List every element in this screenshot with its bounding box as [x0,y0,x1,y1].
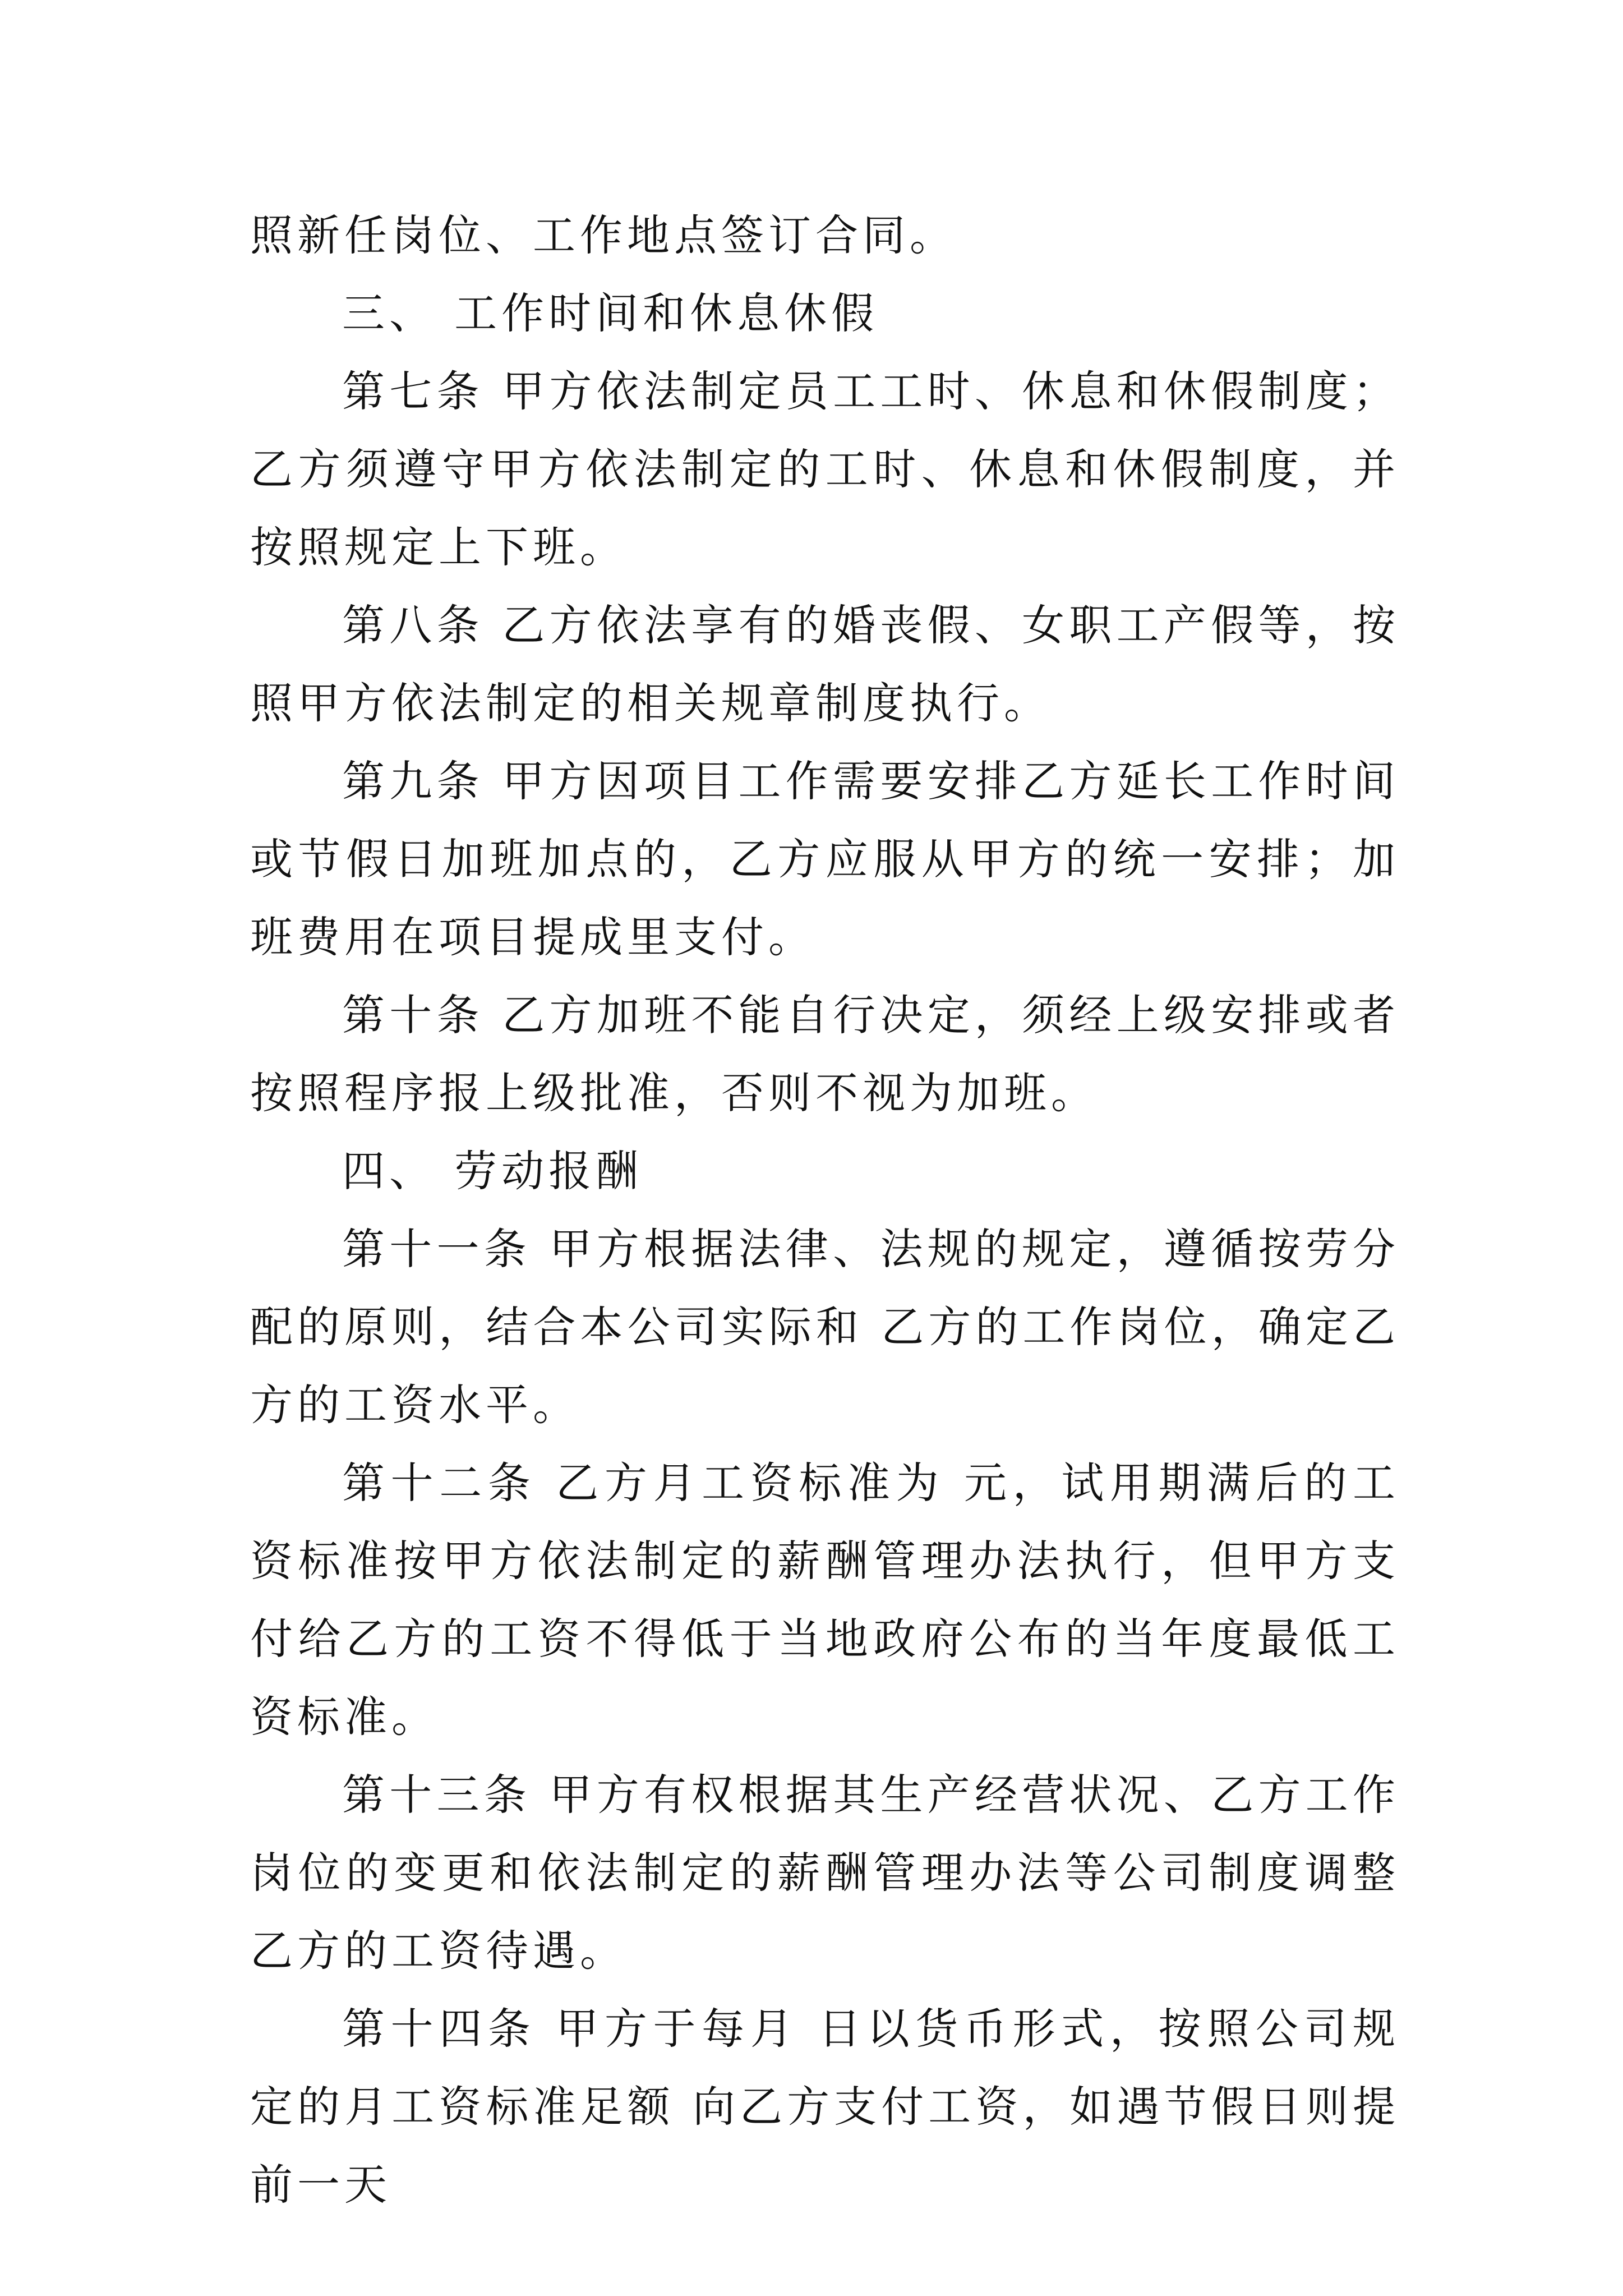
paragraph-continuation: 照新任岗位、工作地点签订合同。 [250,210,957,260]
article-14: 第十四条 甲方于每月 日以货币形式，按照公司规定的月工资标准足额 向乙方支付工资，如遇节假日则提前一天 [250,2004,1400,2210]
article-11: 第十一条 甲方根据法律、法规的规定，遵循按劳分配的原则，结合本公司实际和 乙方的工作岗位，确定乙方的工资水平。 [250,1224,1400,1430]
contract-text [250,196,1400,2224]
article-7: 第七条 甲方依法制定员工工时、休息和休假制度；乙方须遵守甲方依法制定的工时、休息和休假制度，并按照规定上下班。 [250,366,1400,572]
section-heading-working-hours: 三、 工作时间和休息休假 [342,288,879,338]
article-9: 第九条 甲方因项目工作需要安排乙方延长工作时间或节假日加班加点的，乙方应服从甲方的统一安排；加班费用在项目提成里支付。 [250,756,1400,962]
article-12: 第十二条 乙方月工资标准为 元，试用期满后的工资标准按甲方依法制定的薪酬管理办法执行，但甲方支付给乙方的工资不得低于当地政府公布的当年度最低工资标准。 [250,1458,1400,1742]
section-heading-remuneration: 四、 劳动报酬 [342,1146,643,1196]
article-10: 第十条 乙方加班不能自行决定，须经上级安排或者按照程序报上级批准，否则不视为加班。 [250,990,1400,1118]
article-13: 第十三条 甲方有权根据其生产经营状况、乙方工作岗位的变更和依法制定的薪酬管理办法等公司制度调整乙方的工资待遇。 [250,1770,1400,1976]
article-8: 第八条 乙方依法享有的婚丧假、女职工产假等，按照甲方依法制定的相关规章制度执行。 [250,600,1400,728]
